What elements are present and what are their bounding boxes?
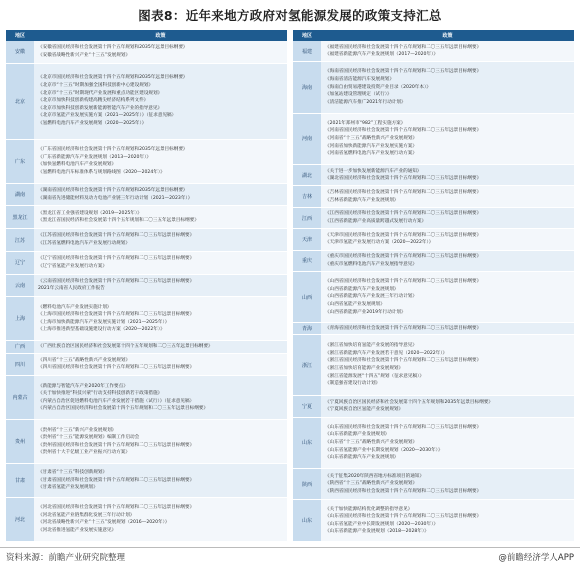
table-row [6, 183, 287, 206]
policy-item: 《2021年郑州市“982”工程实施方案》 [325, 120, 406, 126]
policy-item: 《清洁能源汽车推广2021年行动计划》 [325, 99, 406, 105]
region-cell: 甘肃 [6, 464, 34, 497]
region-cell: 辽宁 [6, 251, 34, 274]
policy-item: 《加快氢燃料电池汽车产业发展规划》 [38, 162, 117, 168]
policies-cell [321, 500, 574, 542]
region-cell: 海南 [293, 62, 321, 113]
region-cell: 山东 [293, 500, 321, 542]
table-row [293, 396, 574, 417]
table-row [6, 497, 287, 541]
policy-item: 《青海省国民经济和社会发展第十四个五年规划和二〇三五年远景目标纲要》 [325, 325, 482, 331]
policy-item: 《河南省“十三五”战略性新兴产业发展规划》 [325, 136, 418, 142]
policies-cell [321, 113, 574, 164]
policies-cell [321, 165, 574, 186]
policy-item: 《辽宁省氢能产业发展行动方案》 [38, 263, 107, 269]
policies-cell [321, 229, 574, 250]
policy-item: 《贵州省国民经济和社会发展第十四个五年规划和二〇三五年远景目标纲要》 [38, 442, 195, 448]
policies-cell [321, 207, 574, 228]
header-policies: 政策 [321, 30, 574, 41]
region-cell: 四川 [6, 353, 34, 376]
table-header-row [6, 30, 287, 41]
policy-item: 《内蒙古自治区促进燃料电池汽车产业发展若干措施（试行）》（征求意见稿） [38, 398, 195, 404]
table-row [6, 420, 287, 464]
policy-item: 《关于征集2020年陕西省地方标准项目的通知》 [325, 473, 424, 479]
policy-item: 2021年云南省人民政府工作报告 [38, 286, 105, 292]
table-row [293, 271, 574, 322]
policy-item: 《福建省国民经济和社会发展第十四个五年规划和二〇三五年远景目标纲要》 [325, 44, 482, 50]
policies-cell [34, 41, 287, 63]
table-row [293, 469, 574, 500]
table-row [293, 62, 574, 113]
policy-item: 《天津市氢能产业发展行动方案（2020—2022年）》 [325, 240, 434, 246]
region-cell: 天津 [293, 229, 321, 250]
policies-cell [34, 206, 287, 229]
policy-item: 《江西省新能源产业高质量跨越式发展行动方案》 [325, 219, 427, 225]
table-body [6, 41, 287, 542]
policy-item: 《安徽省国民经济和社会发展第十四个五年规划和2035年远景目标纲要》 [38, 45, 188, 51]
region-cell: 北京 [6, 63, 34, 139]
policy-item: 《北京市国民经济和社会发展第十四个五年规划和2035年远景目标纲要》 [38, 75, 188, 81]
policies-cell [34, 229, 287, 252]
region-cell: 浙江 [293, 334, 321, 395]
policy-item: 《陕西省“十三五”战略性新兴产业发展规划》 [325, 481, 418, 487]
policy-item: 《关于加快能源结构优化调整的指导意见》 [325, 506, 413, 512]
policy-item: 《北京市“十三五”时期加强全国科技创新中心建设规划》 [38, 83, 154, 89]
policies-cell [34, 420, 287, 464]
table-row [293, 250, 574, 271]
policy-item: 《浙江省加快培育能源产业发展规划》 [325, 366, 404, 372]
policy-item: 《河北省推进氢能产业发展实施意见》 [38, 527, 117, 533]
policy-item: 《江苏省国民经济和社会发展第十四个五年规划和二〇三五年远景目标纲要》 [38, 233, 195, 239]
chart-title: 图表8：近年来地方政府对氢能源发展的政策支持汇总 [138, 8, 442, 23]
policies-cell [34, 464, 287, 497]
table-row [6, 251, 287, 274]
policy-item: 《甘肃省氢能产业发展规划》 [38, 485, 98, 491]
table-row [293, 334, 574, 395]
policy-item: 《山东省“十三五”战略性新兴产业发展规划》 [325, 440, 418, 446]
policy-item: 《贵州省“十三五”新兴产业发展规划》 [38, 427, 117, 433]
table-header-row [293, 30, 574, 41]
policies-cell [34, 139, 287, 183]
policies-cell [34, 63, 287, 139]
policy-item: 《湖南省国民经济和社会发展第十四个五年规划和2035年远景目标纲要》 [38, 187, 188, 193]
policy-item: 《浙江省加快培育氢能产业发展的指导意见》 [325, 343, 417, 349]
policy-item: 《贵州省“十三五”能源发展规划》编制工作启动会 [38, 435, 140, 441]
table-row [6, 376, 287, 420]
policy-item: 《广西壮族自治区国民经济和社会发展第十四个五年规划和二〇三五年远景目标纲要》 [38, 344, 213, 350]
policy-item: 《北京市“十三五”时期现代产业发展和重点功能区建设规划》 [38, 90, 163, 96]
policy-item: 《宁夏回族自治区氢能产业发展规划》 [325, 407, 404, 413]
policy-item: 《氢燃料电池汽车标准体系与规划路线图（2020—2024年）》 [38, 169, 165, 175]
policy-item: 《新能源与智能汽车产业2020年工作要点》 [38, 383, 128, 389]
region-cell: 宁夏 [293, 396, 321, 417]
policy-item: 《陕西省国民经济和社会发展第十四个五年规划和二〇三五年远景目标纲要》 [325, 489, 482, 495]
policy-item: 《山西省新能源汽车产业发展规划》 [325, 286, 399, 292]
region-cell: 河南 [293, 113, 321, 164]
policies-cell [321, 469, 574, 500]
policy-item: 《北京市加快科技创新构建高精尖经济结构系列文件》 [38, 98, 149, 104]
region-cell: 河北 [6, 497, 34, 541]
policies-cell [34, 341, 287, 353]
policy-item: 《河南省加快新能源汽车产业发展实施方案》 [325, 143, 417, 149]
policy-item: 《山西省新能源汽车产业发展三年行动计划》 [325, 294, 417, 300]
policies-cell [321, 334, 574, 395]
policy-item: 《黑龙江省国民经济和社会发展第十四个五年规划和二〇三五年远景目标纲要》 [38, 218, 199, 224]
policy-item: 《浙江省能源发展“十四五”规划（征求意见稿）》 [325, 373, 424, 379]
policy-item: 《河南省氢燃料电池汽车产业发展行动方案》 [325, 151, 417, 157]
table-body [293, 41, 574, 542]
policy-item: 《湖南省先进储能材料及动力电池产业链三年行动计划（2021—2023年）》 [38, 195, 193, 201]
region-cell: 山西 [293, 271, 321, 322]
policy-item: 《关于进一步加快发展新能源汽车产业的通知》 [325, 168, 422, 174]
policy-item: 《山东省氢能源产业中长期发展规划（2020—2030年）》 [325, 447, 443, 453]
policies-cell [321, 396, 574, 417]
policies-cell [321, 271, 574, 322]
region-cell: 山东 [293, 417, 321, 468]
policy-item: 《山东省新能源汽车产业发展规划》 [325, 455, 399, 461]
policies-cell [321, 41, 574, 62]
policy-item: 《氢燃料电池汽车产业发展规划（2020—2025年）》 [38, 121, 147, 127]
policy-item: 《燃料电池汽车产业发展实施计划》 [38, 304, 112, 310]
policies-cell [321, 417, 574, 468]
region-cell: 上海 [6, 297, 34, 341]
policy-item: 《贵州省十大千亿级工业产业振兴行动方案》 [38, 450, 130, 456]
policies-cell [321, 62, 574, 113]
policy-item: 《上海市国民经济和社会发展第十四个五年规划和二〇三五年远景目标纲要》 [38, 312, 195, 318]
policy-item: 《重庆市氢燃料电池汽车产业发展指导意见》 [325, 261, 417, 267]
region-cell: 湖北 [293, 165, 321, 186]
table-row [6, 297, 287, 341]
policy-item: 《吉林省新能源汽车产业发展规划》 [325, 197, 399, 203]
policy-item: 《吉林省国民经济和社会发展第十四个五年规划和二〇三五年远景目标纲要》 [325, 190, 482, 196]
region-cell: 贵州 [6, 420, 34, 464]
policy-item: 《山东省氢能产业中长期发展规划（2020—2030年）》 [325, 521, 438, 527]
policy-item: 《河北省国民经济和社会发展第十四个五年规划和二〇三五年远景目标纲要》 [38, 505, 195, 511]
policies-cell [34, 353, 287, 376]
policy-item: 《浙江省国民经济和社会发展第十四个五年规划和二〇三五年远景目标纲要》 [325, 358, 482, 364]
region-cell: 福建 [293, 41, 321, 62]
policy-item: 《北京市加快科技创新发展新能源智能汽车产业的指导意见》 [38, 105, 163, 111]
region-cell: 云南 [6, 274, 34, 297]
policy-item: 《上海市推进新型基础设施建设行动方案（2020—2022年）》 [38, 327, 165, 333]
policy-item: 《甘肃省国民经济和社会发展第十四个五年规划和二〇三五年远景目标纲要》 [38, 477, 195, 483]
policies-cell [321, 186, 574, 207]
policy-item: 《河北省氢能产业链集群化发展三年行动计划》 [38, 512, 135, 518]
region-cell: 吉林 [293, 186, 321, 207]
table-row [6, 229, 287, 252]
policies-cell [34, 376, 287, 420]
policies-cell [34, 183, 287, 206]
region-cell: 广东 [6, 139, 34, 183]
policy-item: 《四川省国民经济和社会发展第十四个五年规划和二〇三五年远景目标纲要》 [38, 365, 195, 371]
policy-item: 《内蒙古自治区国民经济和社会发展第十四个五年规划和二〇三五年远景目标纲要》 [38, 406, 208, 412]
region-cell: 黑龙江 [6, 206, 34, 229]
policy-item: 《加氢站建设管理规定（试行）》 [325, 92, 392, 98]
region-cell: 江西 [293, 207, 321, 228]
table-row [6, 464, 287, 497]
region-cell: 安徽 [6, 41, 34, 63]
policy-item: 《北京市氢能产业发展实施方案（2021—2025年）》（征求意见稿） [38, 113, 177, 119]
policy-item: 《河北省战略性新兴产业“十三五”发展规划（2016—2020年）》 [38, 520, 170, 526]
footer [0, 547, 580, 563]
policy-item: 《河南省国民经济和社会发展第十四个五年规划和二〇三五年远景目标纲要》 [325, 128, 482, 134]
table-row [293, 186, 574, 207]
policy-item: 《江西省国民经济和社会发展第十四个五年规划和二〇三五年远景目标纲要》 [325, 211, 482, 217]
policies-cell [321, 250, 574, 271]
policy-item: 《山东省新能源产业发展规划》 [325, 432, 390, 438]
policy-item: 《黑龙江省工业强省建设规划（2019—2025年）》 [38, 210, 142, 216]
policy-item: 《海南自由贸易港建设投资产业目录（2020年本）》 [325, 84, 431, 90]
table-row [293, 165, 574, 186]
table-row [6, 63, 287, 139]
table-row [293, 500, 574, 542]
region-cell: 陕西 [293, 469, 321, 500]
policy-item: 《上海市加快新能源汽车产业发展实施计划（2021—2025年）》 [38, 319, 170, 325]
region-cell: 广西 [6, 341, 34, 353]
policy-item: 《宁夏回族自治区国民经济和社会发展第十四个五年规划和2035年远景目标纲要》 [325, 399, 493, 405]
policies-cell [34, 297, 287, 341]
policy-tables [6, 30, 574, 542]
header-policies: 政策 [34, 30, 287, 41]
policy-item: 《山西省新能源产业2019年行动计划》 [325, 309, 406, 315]
region-cell: 青海 [293, 323, 321, 334]
policy-table-right [293, 30, 574, 542]
policies-cell [34, 274, 287, 297]
policy-item: 《广东省新能源汽车产业发展规划（2013—2020年）》 [38, 154, 151, 160]
policy-item: 《四川省“十三五”战略性新兴产业发展规划》 [38, 357, 131, 363]
table-row [6, 353, 287, 376]
policy-item: 《山西省国民经济和社会发展第十四个五年规划和二〇三五年远景目标纲要》 [325, 279, 482, 285]
policy-item: 《浙江省新能源汽车产业发展若干意见（2020—2022年）》 [325, 350, 448, 356]
header-region: 地区 [293, 30, 321, 41]
region-cell: 江苏 [6, 229, 34, 252]
region-cell: 湖南 [6, 183, 34, 206]
policy-item: 《山东省新能源产业发展规划（2018—2028年）》 [325, 529, 429, 535]
policy-item: 《山东省国民经济和社会发展第十四个五年规划和二〇三五年远景目标纲要》 [325, 514, 482, 520]
table-row [293, 417, 574, 468]
table-row [293, 323, 574, 334]
policies-cell [34, 251, 287, 274]
policy-item: 《湖北省国民经济和社会发展第十四个五年规划和二〇三五年远景目标纲要》 [325, 176, 482, 182]
policy-item: 《关于加快推进“科技兴蒙”行动支持科技创新若干政策措施》 [38, 391, 163, 397]
table-row [6, 341, 287, 353]
policy-item: 《海南省清洁能源汽车发展规划》 [325, 77, 394, 83]
table-row [293, 41, 574, 62]
table-row [6, 139, 287, 183]
region-cell: 内蒙古 [6, 376, 34, 420]
table-row [6, 274, 287, 297]
policy-item: 《福建省新能源汽车产业发展规划（2017—2020年）》 [325, 52, 438, 58]
table-row [6, 206, 287, 229]
policy-item: 《山西省氢能产业发展规划》 [325, 302, 385, 307]
policies-cell [321, 323, 574, 334]
policy-item: 《安徽省战略性新兴产业“十三五”发展规划》 [38, 52, 131, 58]
source-note: 资料来源：前瞻产业研究院整理 [6, 553, 126, 563]
brand-credit: @前瞻经济学人APP [498, 553, 574, 563]
policy-item: 《重庆市国民经济和社会发展第十四个五年规划和二〇三五年远景目标纲要》 [325, 254, 482, 260]
policy-item: 《天津市国民经济和社会发展第十四个五年规划和二〇三五年远景目标纲要》 [325, 232, 482, 238]
policy-item: 《云南省国民经济和社会发展第十四个五年规划和二〇三五年远景目标纲要》 [38, 278, 195, 284]
table-row [293, 113, 574, 164]
table-row [293, 207, 574, 228]
policy-item: 《甘肃省“十三五”科技创新规划》 [38, 470, 108, 476]
table-row [6, 41, 287, 63]
policy-item: 《广东省国民经济和社会发展第十四个五年规划和2035年远景目标纲要》 [38, 146, 188, 152]
policy-item: 《海南省国民经济和社会发展第十四个五年规划和二〇三五年远景目标纲要》 [325, 69, 482, 75]
policy-item: 《山东省国民经济和社会发展第十四个五年规划和二〇三五年远景目标纲要》 [325, 424, 482, 430]
policy-item: 《制造强省建设行动计划》 [325, 381, 381, 387]
table-row [293, 229, 574, 250]
region-cell: 重庆 [293, 250, 321, 271]
policies-cell [34, 497, 287, 541]
policy-item: 《江苏省氢燃料电池汽车产业发展行动规划》 [38, 241, 130, 247]
header-region: 地区 [6, 30, 34, 41]
policy-table-left [6, 30, 287, 542]
policy-item: 《辽宁省国民经济和社会发展第十四个五年规划和二〇三五年远景目标纲要》 [38, 256, 195, 262]
